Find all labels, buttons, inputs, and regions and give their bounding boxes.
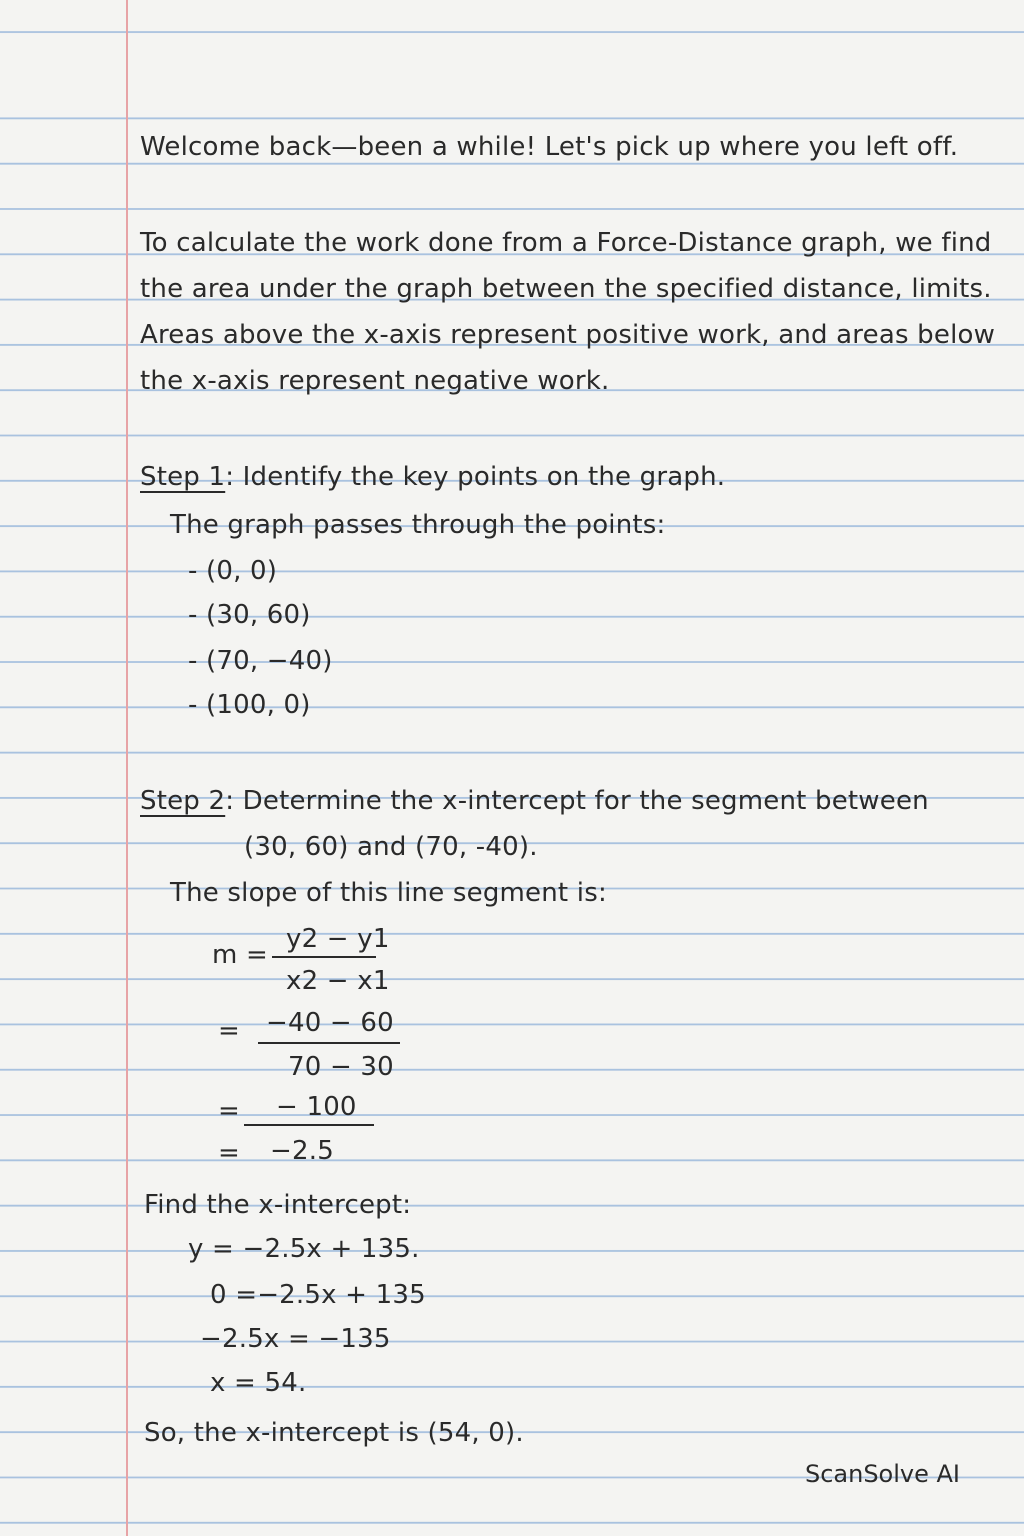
- step2-title-cont: (30, 60) and (70, -40).: [244, 832, 538, 862]
- step2-label: Step 2: [140, 786, 226, 816]
- equals-2: =: [218, 1096, 240, 1126]
- sub-numerator: −40 − 60: [266, 1008, 394, 1038]
- intro-line-3: Areas above the x-axis represent positive work, and areas below: [140, 320, 996, 350]
- formula-denominator: x2 − x1: [286, 966, 390, 996]
- step2-heading: [140, 786, 929, 816]
- point-1: - (0, 0): [188, 556, 278, 586]
- intro-line-1: To calculate the work done from a Force-Distance graph, we find: [140, 228, 992, 258]
- point-4: - (100, 0): [188, 690, 311, 720]
- slope-intro: The slope of this line segment is:: [170, 878, 607, 908]
- point-3: - (70, −40): [188, 646, 333, 676]
- intercept-line-3: −2.5x = −135: [200, 1324, 391, 1354]
- conclusion: So, the x-intercept is (54, 0).: [144, 1418, 524, 1448]
- equals-1: =: [218, 1016, 240, 1046]
- step1-heading: [140, 462, 725, 492]
- intercept-line-1: y = −2.5x + 135.: [188, 1234, 420, 1264]
- step1-label: Step 1: [140, 462, 226, 492]
- step1-subtitle: The graph passes through the points:: [170, 510, 666, 540]
- equals-3: =: [218, 1138, 240, 1168]
- intro-line-2: the area under the graph between the specified distance, limits.: [140, 274, 992, 304]
- fraction-line-1: [272, 956, 376, 958]
- intercept-line-2: 0 =−2.5x + 135: [210, 1280, 426, 1310]
- greeting: Welcome back—been a while! Let's pick up where you left off.: [140, 132, 959, 162]
- find-intercept: Find the x-intercept:: [144, 1190, 412, 1220]
- result-numerator: − 100: [276, 1092, 357, 1122]
- fraction-line-3: [244, 1124, 374, 1126]
- step2-colon: :: [225, 786, 235, 816]
- sub-denominator: 70 − 30: [288, 1052, 394, 1082]
- slope-result: −2.5: [270, 1136, 334, 1166]
- margin-line: [126, 0, 128, 1536]
- formula-numerator: y2 − y1: [286, 924, 390, 954]
- brand-watermark: ScanSolve AI: [804, 1460, 960, 1488]
- step1-colon: :: [225, 462, 235, 492]
- m-equals: m =: [212, 940, 268, 970]
- fraction-line-2: [258, 1042, 400, 1044]
- step1-title: Identify the key points on the graph.: [242, 462, 726, 492]
- step2-title: Determine the x-intercept for the segment between: [242, 786, 929, 816]
- intercept-line-4: x = 54.: [210, 1368, 307, 1398]
- intro-line-4: the x-axis represent negative work.: [140, 366, 610, 396]
- point-2: - (30, 60): [188, 600, 311, 630]
